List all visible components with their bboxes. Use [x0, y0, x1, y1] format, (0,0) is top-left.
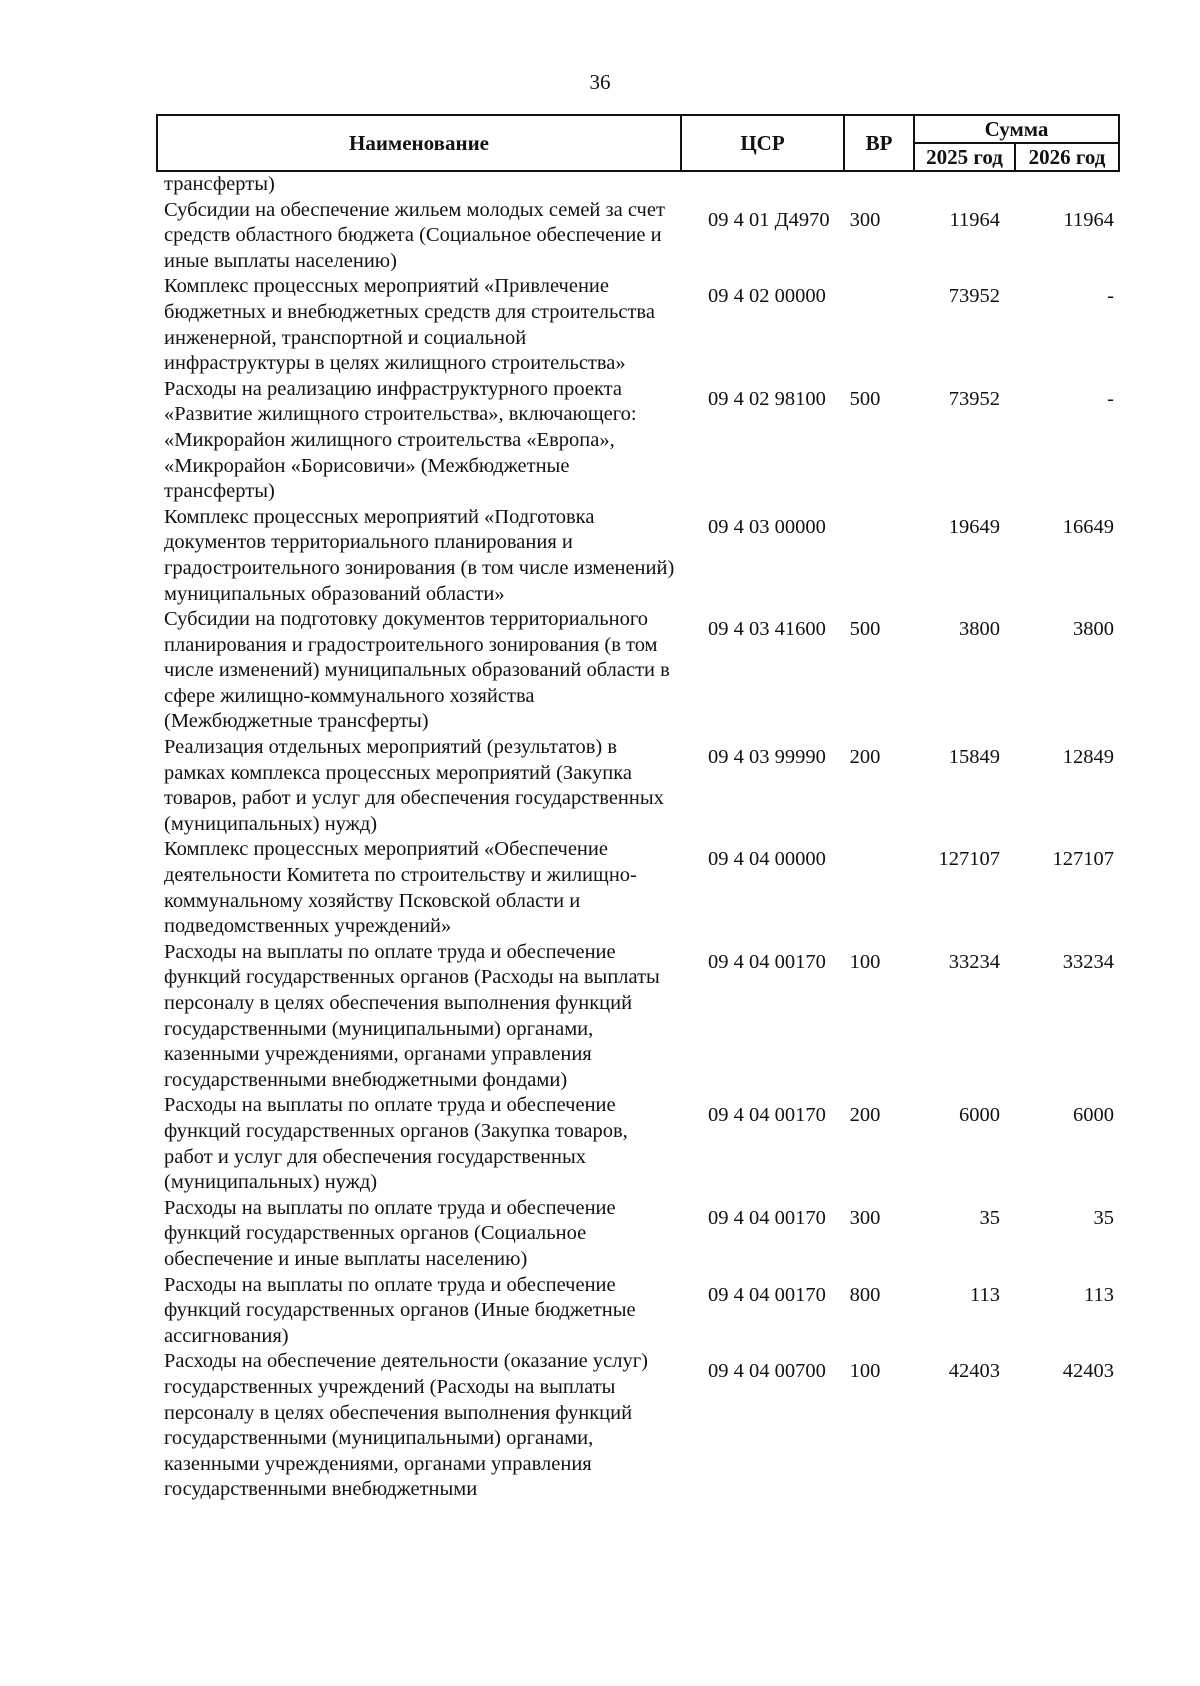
row-csr: 09 4 02 00000	[708, 285, 826, 308]
row-sum-2025: 19649	[948, 515, 1000, 538]
table-row	[164, 1093, 1120, 1195]
row-vr	[834, 505, 896, 515]
table-row	[164, 735, 1120, 837]
row-name: Расходы на выплаты по оплате труда и обеспечение функций государственных органов (Расходы на выплаты персоналу в целях обеспечения выполнения функций государственными (муниципальными) органами, казенными учреждениями, органами управления государственными внебюджетными фондами)	[164, 940, 660, 1091]
row-vr: 800	[849, 1283, 881, 1306]
row-sum-2026: 16649	[1062, 515, 1114, 538]
row-csr: 09 4 04 00170	[708, 1283, 826, 1306]
row-sum-2025: 6000	[959, 1104, 1000, 1127]
row-sum-2026: -	[1107, 285, 1114, 308]
row-sum-2025: 11964	[949, 208, 1000, 231]
row-name: Комплекс процессных мероприятий «Обеспечение деятельности Комитета по строительству и жилищно-коммунальному хозяйству Псковской области и подведомственных учреждений»	[164, 838, 637, 938]
header-vr: ВР	[845, 116, 915, 170]
row-sum-2026: 42403	[1062, 1360, 1114, 1383]
header-year-2026: 2026 год	[1028, 144, 1106, 169]
table-row	[164, 198, 1120, 275]
row-sum-2025: 35	[979, 1206, 1000, 1229]
row-csr: 09 4 03 00000	[708, 515, 826, 538]
row-sum-2025: 33234	[948, 950, 1000, 973]
table-row	[164, 1196, 1120, 1273]
row-csr: 09 4 01 Д4970	[708, 208, 830, 231]
row-sum-2025: 127107	[938, 848, 1000, 871]
header-year-2025: 2025 год	[915, 144, 1016, 170]
row-vr: 200	[849, 1104, 881, 1127]
row-sum-2026: 11964	[1063, 208, 1114, 231]
row-name: Расходы на выплаты по оплате труда и обеспечение функций государственных органов (Социальное обеспечение и иные выплаты населению)	[164, 1196, 616, 1270]
row-sum-2025: 73952	[948, 387, 1000, 410]
row-csr: 09 4 03 41600	[708, 618, 826, 641]
row-csr: 09 4 02 98100	[708, 387, 826, 410]
table-body	[164, 172, 1120, 1503]
table-row	[164, 940, 1120, 1094]
header-sum: Сумма	[915, 116, 1118, 144]
table-row	[164, 607, 1120, 735]
row-name: Расходы на выплаты по оплате труда и обеспечение функций государственных органов (Закупка товаров, работ и услуг для обеспечения государственных (муниципальных) нужд)	[164, 1094, 628, 1194]
row-sum-2025: 3800	[959, 618, 1000, 641]
row-name: Субсидии на обеспечение жильем молодых семей за счет средств областного бюджета (Социальное обеспечение и иные выплаты населению)	[164, 198, 665, 272]
row-name: Комплекс процессных мероприятий «Привлечение бюджетных и внебюджетных средств для строительства инженерной, транспортной и социальной инфраструктуры в целях жилищного строительства»	[164, 275, 655, 375]
row-sum-2026: 6000	[1073, 1104, 1114, 1127]
row-sum-2026: -	[1107, 387, 1114, 410]
page-number: 36	[589, 70, 611, 94]
row-sum-2025: 73952	[948, 285, 1000, 308]
table-header	[156, 114, 1120, 172]
row-name: Комплекс процессных мероприятий «Подготовка документов территориального планирования и градостроительного зонирования (в том числе изменений) муниципальных образований области»	[164, 505, 675, 605]
row-name: Расходы на реализацию инфраструктурного проекта «Развитие жилищного строительства», включающего: «Микрорайон жилищного строительства «Европа», «Микрорайон «Борисовичи» (Межбюджетные трансферты)	[164, 377, 637, 503]
table-row	[164, 837, 1120, 939]
row-csr: 09 4 04 00170	[708, 1206, 826, 1229]
row-csr: 09 4 04 00000	[708, 848, 826, 871]
row-sum-2026: 127107	[1052, 848, 1114, 871]
row-sum-2025: 42403	[948, 1360, 1000, 1383]
row-csr: 09 4 04 00170	[708, 1104, 826, 1127]
table-row	[164, 274, 1120, 376]
table-row	[164, 1273, 1120, 1350]
row-vr: 500	[849, 618, 881, 641]
header-csr: ЦСР	[682, 116, 845, 170]
row-vr: 200	[849, 746, 881, 769]
row-sum-2026: 12849	[1062, 746, 1114, 769]
table-row	[164, 1349, 1120, 1503]
table-row	[164, 505, 1120, 607]
row-name: Субсидии на подготовку документов территориального планирования и градостроительного зонирования (в том числе изменений) муниципальных образований области в сфере жилищно-коммунального хозяйства (Межбюджетные трансферты)	[164, 608, 670, 733]
table-row	[164, 377, 1120, 505]
row-name: Расходы на выплаты по оплате труда и обеспечение функций государственных органов (Иные бюджетные ассигнования)	[164, 1273, 636, 1347]
row-name: Расходы на обеспечение деятельности (оказание услуг) государственных учреждений (Расходы на выплаты персоналу в целях обеспечения выполнения функций государственными (муниципальными) органами, казенными учреждениями, органами управления государственными внебюджетными	[164, 1350, 648, 1501]
row-vr	[834, 274, 896, 284]
row-vr: 300	[849, 1206, 881, 1229]
row-vr: 300	[849, 208, 881, 231]
row-vr: 100	[849, 950, 881, 973]
row-vr: 500	[849, 387, 881, 410]
table-row	[164, 172, 1120, 198]
row-name: Реализация отдельных мероприятий (результатов) в рамках комплекса процессных мероприятий (Закупка товаров, работ и услуг для обеспечения государственных (муниципальных) нужд)	[164, 736, 664, 835]
row-csr: 09 4 04 00700	[708, 1360, 826, 1383]
row-vr	[834, 837, 896, 847]
row-sum-2025: 15849	[948, 746, 1000, 769]
row-sum-2025: 113	[970, 1283, 1000, 1306]
row-sum-2026: 35	[1093, 1206, 1114, 1229]
header-name: Наименование	[158, 116, 682, 170]
row-csr: 09 4 04 00170	[708, 950, 826, 973]
row-sum-2026: 33234	[1062, 950, 1114, 973]
row-csr: 09 4 03 99990	[708, 746, 826, 769]
row-sum-2026: 113	[1084, 1283, 1114, 1306]
row-sum-2026: 3800	[1073, 618, 1114, 641]
row-name: трансферты)	[164, 173, 275, 195]
row-vr: 100	[849, 1360, 881, 1383]
